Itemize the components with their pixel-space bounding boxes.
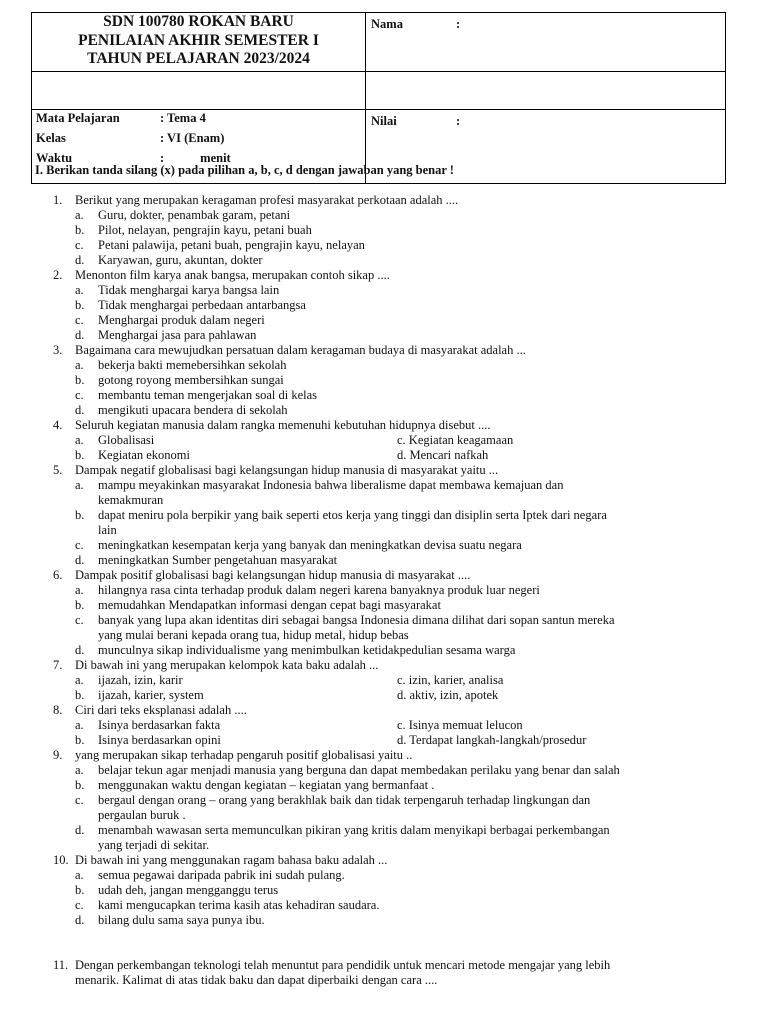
option-letter: c. xyxy=(75,793,84,807)
option-letter: d. xyxy=(75,643,85,657)
question-number: 11. xyxy=(53,958,69,972)
question-number: 4. xyxy=(53,418,63,432)
option-text: memudahkan Mendapatkan informasi dengan cepat bagi masyarakat xyxy=(98,598,441,612)
option-letter: c. xyxy=(75,238,84,252)
option-text: hilangnya rasa cinta terhadap produk dalam negeri karena banyaknya produk luar negeri xyxy=(98,583,540,597)
option-letter: a. xyxy=(75,433,84,447)
question-text: yang merupakan sikap terhadap pengaruh positif globalisasi yaitu .. xyxy=(75,748,413,762)
nama-label: Nama xyxy=(371,17,403,31)
option-text: Pilot, nelayan, pengrajin kayu, petani buah xyxy=(98,223,312,237)
kelas-value: : VI (Enam) xyxy=(160,131,225,145)
option-letter: b. xyxy=(75,598,85,612)
option-text: ijazah, karier, system xyxy=(98,688,204,702)
question-text: Dampak negatif globalisasi bagi kelangsungan hidup manusia di masyarakat yaitu ... xyxy=(75,463,499,477)
blank-field[interactable] xyxy=(366,72,726,110)
header-table xyxy=(31,12,726,184)
instruction: I. Berikan tanda silang (x) pada pilihan a, b, c, d dengan jawaban yang benar ! xyxy=(35,163,454,177)
option-4-2[interactable] xyxy=(397,433,513,448)
option-letter: c. xyxy=(75,538,84,552)
mapel-label: Mata Pelajaran xyxy=(36,111,120,125)
option-letter: c. xyxy=(75,313,84,327)
question-number: 5. xyxy=(53,463,63,477)
question-text: Dampak positif globalisasi bagi kelangsungan hidup manusia di masyarakat .... xyxy=(75,568,471,582)
option-text: menggunakan waktu dengan kegiatan – kegiatan yang bermanfaat . xyxy=(98,778,435,792)
question-number: 10. xyxy=(53,853,69,867)
mapel-value: : Tema 4 xyxy=(160,111,206,125)
option-letter: b. xyxy=(75,883,85,897)
exam-title: PENILAIAN AKHIR SEMESTER I xyxy=(78,31,319,49)
question-number: 3. xyxy=(53,343,63,357)
option-text: d. Terdapat langkah-langkah/prosedur xyxy=(397,733,587,747)
option-text: gotong royong membersihkan sungai xyxy=(98,373,284,387)
option-letter: d. xyxy=(75,553,85,567)
option-letter: a. xyxy=(75,358,84,372)
option-letter: b. xyxy=(75,508,85,522)
option-text: d. aktiv, izin, apotek xyxy=(397,688,499,702)
option-text-continued: pergaulan buruk . xyxy=(98,808,186,822)
school-name: SDN 100780 ROKAN BARU xyxy=(103,13,294,30)
option-text-continued: yang mulai berani kepada orang tua, hidup metal, hidup bebas xyxy=(98,628,409,642)
option-text-continued: lain xyxy=(98,523,117,537)
question-text: Ciri dari teks eksplanasi adalah .... xyxy=(75,703,247,717)
option-letter: a. xyxy=(75,718,84,732)
question-number: 1. xyxy=(53,193,63,207)
kelas-row xyxy=(36,131,224,146)
option-text: semua pegawai daripada pabrik ini sudah pulang. xyxy=(98,868,345,882)
question-text: Di bawah ini yang menggunakan ragam bahasa baku adalah ... xyxy=(75,853,388,867)
kelas-label: Kelas xyxy=(36,131,66,145)
option-letter: a. xyxy=(75,478,84,492)
question-number: 8. xyxy=(53,703,63,717)
question-number: 2. xyxy=(53,268,63,282)
question-text: Menonton film karya anak bangsa, merupakan contoh sikap .... xyxy=(75,268,390,282)
waktu-unit: menit xyxy=(200,151,231,165)
school-title-cell xyxy=(32,13,366,72)
option-8-2[interactable] xyxy=(397,718,523,733)
option-text-continued: kemakmuran xyxy=(98,493,164,507)
option-text: bekerja bakti memebersihkan sekolah xyxy=(98,358,287,372)
option-text: bergaul dengan orang – orang yang berakhlak baik dan tidak terpengaruh terhadap lingkungan dan xyxy=(98,793,591,807)
option-text: Petani palawija, petani buah, pengrajin kayu, nelayan xyxy=(98,238,365,252)
option-text: mampu meyakinkan masyarakat Indonesia bahwa liberalisme dapat membawa kemajuan dan xyxy=(98,478,564,492)
mapel-row xyxy=(36,111,206,126)
option-letter: b. xyxy=(75,223,85,237)
option-text: bilang dulu sama saya punya ibu. xyxy=(98,913,265,927)
option-text: c. Isinya memuat lelucon xyxy=(397,718,523,732)
option-letter: a. xyxy=(75,583,84,597)
waktu-colon: : xyxy=(160,151,165,165)
option-letter: a. xyxy=(75,283,84,297)
option-text: munculnya sikap individualisme yang menimbulkan ketidakpedulian sesama warga xyxy=(98,643,516,657)
option-text: Guru, dokter, penambak garam, petani xyxy=(98,208,291,222)
option-text: menambah wawasan serta memunculkan pikiran yang kritis dalam menyikapi berbagai perkembangan xyxy=(98,823,610,837)
option-text: Tidak menghargai perbedaan antarbangsa xyxy=(98,298,306,312)
option-4-3[interactable] xyxy=(397,448,488,463)
option-letter: b. xyxy=(75,298,85,312)
question-text-continued: menarik. Kalimat di atas tidak baku dan dapat diperbaiki dengan cara .... xyxy=(75,973,438,987)
option-text: Karyawan, guru, akuntan, dokter xyxy=(98,253,263,267)
option-letter: a. xyxy=(75,208,84,222)
option-text: Menghargai jasa para pahlawan xyxy=(98,328,257,342)
option-letter: d. xyxy=(75,328,85,342)
option-text: Menghargai produk dalam negeri xyxy=(98,313,265,327)
question-text: Bagaimana cara mewujudkan persatuan dalam keragaman budaya di masyarakat adalah ... xyxy=(75,343,526,357)
option-letter: d. xyxy=(75,913,85,927)
school-year: TAHUN PELAJARAN 2023/2024 xyxy=(87,50,310,67)
option-letter: d. xyxy=(75,403,85,417)
option-text: Isinya berdasarkan opini xyxy=(98,733,221,747)
option-7-3[interactable] xyxy=(397,688,498,703)
option-letter: a. xyxy=(75,763,84,777)
question-text: Dengan perkembangan teknologi telah menuntut para pendidik untuk mencari metode mengajar yang lebih xyxy=(75,958,611,972)
question-text: Seluruh kegiatan manusia dalam rangka memenuhi kebutuhan hidupnya disebut .... xyxy=(75,418,491,432)
option-letter: a. xyxy=(75,673,84,687)
option-letter: b. xyxy=(75,448,85,462)
nama-field[interactable] xyxy=(366,13,726,72)
option-letter: c. xyxy=(75,898,84,912)
option-text: c. Kegiatan keagamaan xyxy=(397,433,514,447)
question-text: Di bawah ini yang merupakan kelompok kata baku adalah ... xyxy=(75,658,379,672)
option-7-2[interactable] xyxy=(397,673,503,688)
question-number: 9. xyxy=(53,748,63,762)
option-letter: a. xyxy=(75,868,84,882)
option-text: banyak yang lupa akan identitas diri sebagai bangsa Indonesia dimana dilihat dari sopan santun mereka xyxy=(98,613,615,627)
option-text: belajar tekun agar menjadi manusia yang berguna dan dapat membedakan perilaku yang benar dan salah xyxy=(98,763,620,777)
nama-colon: : xyxy=(456,17,461,31)
option-text: kami mengucapkan terima kasih atas kehadiran saudara. xyxy=(98,898,380,912)
question-number: 7. xyxy=(53,658,63,672)
option-8-3[interactable] xyxy=(397,733,586,748)
nilai-colon: : xyxy=(456,114,461,128)
option-text: Kegiatan ekonomi xyxy=(98,448,190,462)
option-text: Isinya berdasarkan fakta xyxy=(98,718,221,732)
option-text: d. Mencari nafkah xyxy=(397,448,489,462)
option-letter: d. xyxy=(75,823,85,837)
option-text: ijazah, izin, karir xyxy=(98,673,183,687)
option-text: meningkatkan kesempatan kerja yang banyak dan meningkatkan devisa suatu negara xyxy=(98,538,522,552)
option-letter: b. xyxy=(75,688,85,702)
option-text-continued: yang terjadi di sekitar. xyxy=(98,838,210,852)
option-text: c. izin, karier, analisa xyxy=(397,673,504,687)
option-letter: b. xyxy=(75,373,85,387)
option-text: udah deh, jangan mengganggu terus xyxy=(98,883,279,897)
option-letter: d. xyxy=(75,253,85,267)
option-text: dapat meniru pola berpikir yang baik seperti etos kerja yang tinggi dan disiplin serta Iptek dari negara xyxy=(98,508,607,522)
option-text: mengikuti upacara bendera di sekolah xyxy=(98,403,288,417)
option-letter: c. xyxy=(75,613,84,627)
option-text: meningkatkan Sumber pengetahuan masyarakat xyxy=(98,553,338,567)
option-letter: c. xyxy=(75,388,84,402)
waktu-label: Waktu xyxy=(36,151,73,165)
option-text: Tidak menghargai karya bangsa lain xyxy=(98,283,280,297)
nilai-label: Nilai xyxy=(371,114,397,128)
option-text: Globalisasi xyxy=(98,433,155,447)
question-number: 6. xyxy=(53,568,63,582)
school-cell-spacer xyxy=(32,72,366,110)
option-letter: b. xyxy=(75,733,85,747)
question-text: Berikut yang merupakan keragaman profesi masyarakat perkotaan adalah .... xyxy=(75,193,459,207)
option-letter: b. xyxy=(75,778,85,792)
option-text: membantu teman mengerjakan soal di kelas xyxy=(98,388,318,402)
